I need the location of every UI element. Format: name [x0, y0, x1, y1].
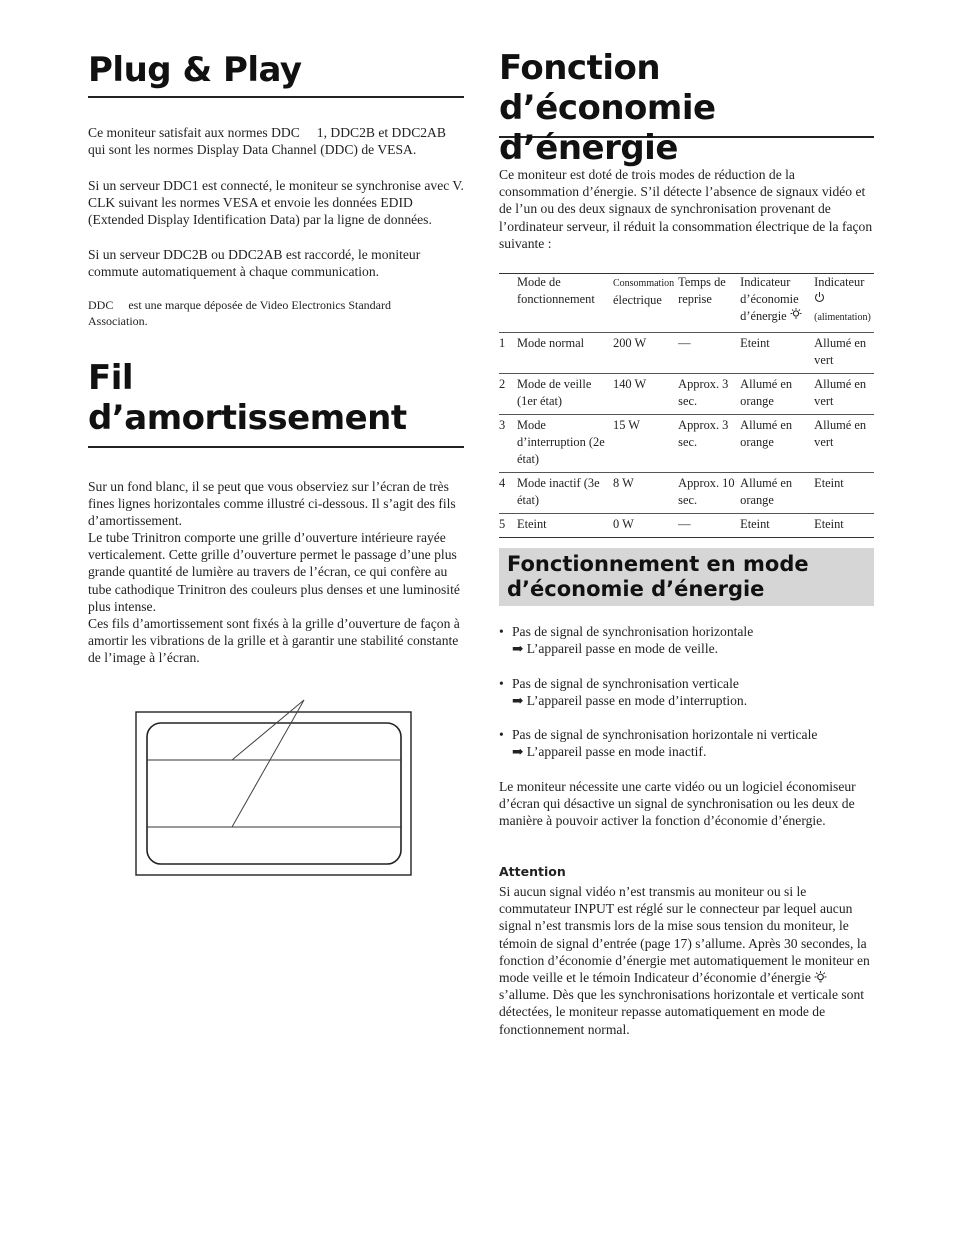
row-power: Allumé en vert	[812, 333, 874, 374]
fil-title-line-2: d’amortissement	[88, 398, 407, 438]
plug-play-paragraph-3: Si un serveur DDC2B ou DDC2AB est raccordé, le moniteur commute automatiquement à chaque communication.	[88, 247, 421, 280]
row-power: Allumé en vert	[812, 374, 874, 415]
attention-text-2: s’allume. Dès que les synchronisations horizontale et verticale sont détectées, le moniteur repasse automatiquement en mode de fonctionnement normal.	[499, 987, 865, 1037]
row-eco: Allumé en orange	[738, 473, 812, 514]
header-eco	[738, 274, 812, 333]
damper-wire-illustration	[134, 695, 416, 879]
fil-paragraph-3: Ces fils d’amortissement sont fixés à la grille d’ouverture de façon à amortir les vibrations de la grille et à garantir une stabilité constante de l’image à l’écran.	[88, 616, 460, 666]
plug-play-paragraph-2: Si un serveur DDC1 est connecté, le moniteur se synchronise avec V. CLK suivant les normes VESA et envoie les données EDID (Extended Display Identification Data) par la ligne de données.	[88, 178, 464, 228]
arrow-right-icon: ➡	[512, 641, 524, 657]
row-number: 1	[499, 333, 515, 374]
header-consumption-label: Consommation	[613, 278, 675, 289]
row-number: 2	[499, 374, 515, 415]
row-mode: Mode d’interruption (2e état)	[515, 415, 611, 473]
row-number: 5	[499, 514, 515, 538]
plug-play-title: Plug & Play	[88, 48, 464, 98]
row-eco: Eteint	[738, 514, 812, 538]
header-power-label: Indicateur	[814, 275, 865, 289]
row-time: Approx. 10 sec.	[676, 473, 738, 514]
row-watts: 200 W	[611, 333, 676, 374]
table-row	[499, 374, 874, 415]
bullet-item	[499, 675, 874, 709]
bullet-dot: •	[499, 676, 504, 691]
row-mode: Mode de veille (1er état)	[515, 374, 611, 415]
bullet-result: L’appareil passe en mode de veille.	[526, 641, 719, 657]
table-row	[499, 415, 874, 473]
trademark-note: DDC est une marque déposée de Video Electronics Standard Association.	[88, 298, 391, 328]
attention-paragraph	[499, 883, 874, 1038]
fil-title-line-1: Fil	[88, 358, 134, 398]
row-time: Approx. 3 sec.	[676, 415, 738, 473]
row-power: Eteint	[812, 473, 874, 514]
header-recovery: Temps de reprise	[678, 275, 726, 306]
power-modes-table	[499, 273, 874, 538]
fil-paragraph-2: Le tube Trinitron comporte une grille d’ouverture intérieure rayée verticalement. Cette grille d’ouverture permet le passage d’une plus grande quantité de lumière au travers de l’écran, ce qui confère au tube cathodique Trinitron des couleurs plus denses et une luminosité plus intense.	[88, 530, 460, 614]
power-saving-icon	[814, 971, 827, 984]
table-row	[499, 473, 874, 514]
row-watts: 8 W	[611, 473, 676, 514]
table-row	[499, 333, 874, 374]
row-mode: Mode inactif (3e état)	[515, 473, 611, 514]
power-saving-title	[499, 48, 874, 168]
header-eco-label: Indicateur d’économie d’énergie	[740, 275, 799, 323]
attention-text-1: Si aucun signal vidéo n’est transmis au moniteur ou si le commutateur INPUT est réglé sur le connecteur par lequel aucun signal n’est transmis lors de la mise sous tension du moniteur, le témoin de signal d’entrée (page 17) s’allume. Après 30 secondes, la fonction d’économie d’énergie met automatiquement le moniteur en mode veille et le témoin Indicateur d’économie d’énergie	[499, 884, 870, 986]
row-time: —	[676, 514, 738, 538]
plug-play-paragraph-1: Ce moniteur satisfait aux normes DDC 1, DDC2B et DDC2AB qui sont les normes Display Data Channel (DDC) de VESA.	[88, 125, 446, 158]
row-watts: 0 W	[611, 514, 676, 538]
bullet-text: Pas de signal de synchronisation horizontale	[512, 624, 754, 639]
bullet-text: Pas de signal de synchronisation horizontale ni verticale	[512, 727, 818, 742]
row-power: Eteint	[812, 514, 874, 538]
bullet-result: L’appareil passe en mode inactif.	[526, 744, 707, 760]
power-saving-title-line-1: Fonction d’économie	[499, 48, 716, 128]
header-consumption	[611, 274, 676, 333]
row-power: Allumé en vert	[812, 415, 874, 473]
bullet-dot: •	[499, 727, 504, 742]
row-eco: Allumé en orange	[738, 374, 812, 415]
bullet-result: L’appareil passe en mode d’interruption.	[526, 693, 748, 709]
table-header-row	[499, 274, 874, 333]
bullet-dot: •	[499, 624, 504, 639]
row-time: Approx. 3 sec.	[676, 374, 738, 415]
requirement-paragraph: Le moniteur nécessite une carte vidéo ou un logiciel économiseur d’écran qui désactive un signal de synchronisation ou les deux de manière à pouvoir activer la fonction d’économie d’énergie.	[499, 779, 856, 829]
power-saving-intro: Ce moniteur est doté de trois modes de réduction de la consommation d’énergie. S’il détecte l’absence de signaux vidéo et de l’un ou des deux signaux de synchronisation provenant de l’ordinateur serveur, il réduit la consommation électrique de la façon suivante :	[499, 167, 873, 251]
bullet-text: Pas de signal de synchronisation verticale	[512, 676, 739, 691]
header-power-sub: (alimentation)	[814, 312, 871, 323]
row-mode: Eteint	[515, 514, 611, 538]
row-mode: Mode normal	[515, 333, 611, 374]
row-eco: Allumé en orange	[738, 415, 812, 473]
power-saving-icon	[790, 308, 802, 320]
header-consumption-label-2: électrique	[613, 293, 662, 307]
fil-title	[88, 358, 464, 448]
header-power	[812, 274, 874, 333]
row-time: —	[676, 333, 738, 374]
bullet-item	[499, 623, 874, 657]
bullet-item	[499, 726, 874, 760]
arrow-right-icon: ➡	[512, 744, 524, 760]
screen-outline	[147, 723, 401, 864]
attention-heading: Attention	[499, 864, 566, 879]
table-row	[499, 514, 874, 538]
row-eco: Eteint	[738, 333, 812, 374]
power-icon	[814, 291, 825, 303]
row-number: 4	[499, 473, 515, 514]
fil-paragraph-1: Sur un fond blanc, il se peut que vous observiez sur l’écran de très fines lignes horizontales comme illustré ci-dessous. Il s’agit des fils d’amortissement.	[88, 479, 456, 529]
power-saving-title-line-2: d’énergie	[499, 128, 678, 168]
power-saving-subheading: Fonctionnement en mode d’économie d’énergie	[499, 548, 874, 606]
arrow-right-icon: ➡	[512, 693, 524, 709]
row-watts: 140 W	[611, 374, 676, 415]
header-mode: Mode de fonctionnement	[517, 275, 595, 306]
row-watts: 15 W	[611, 415, 676, 473]
row-number: 3	[499, 415, 515, 473]
